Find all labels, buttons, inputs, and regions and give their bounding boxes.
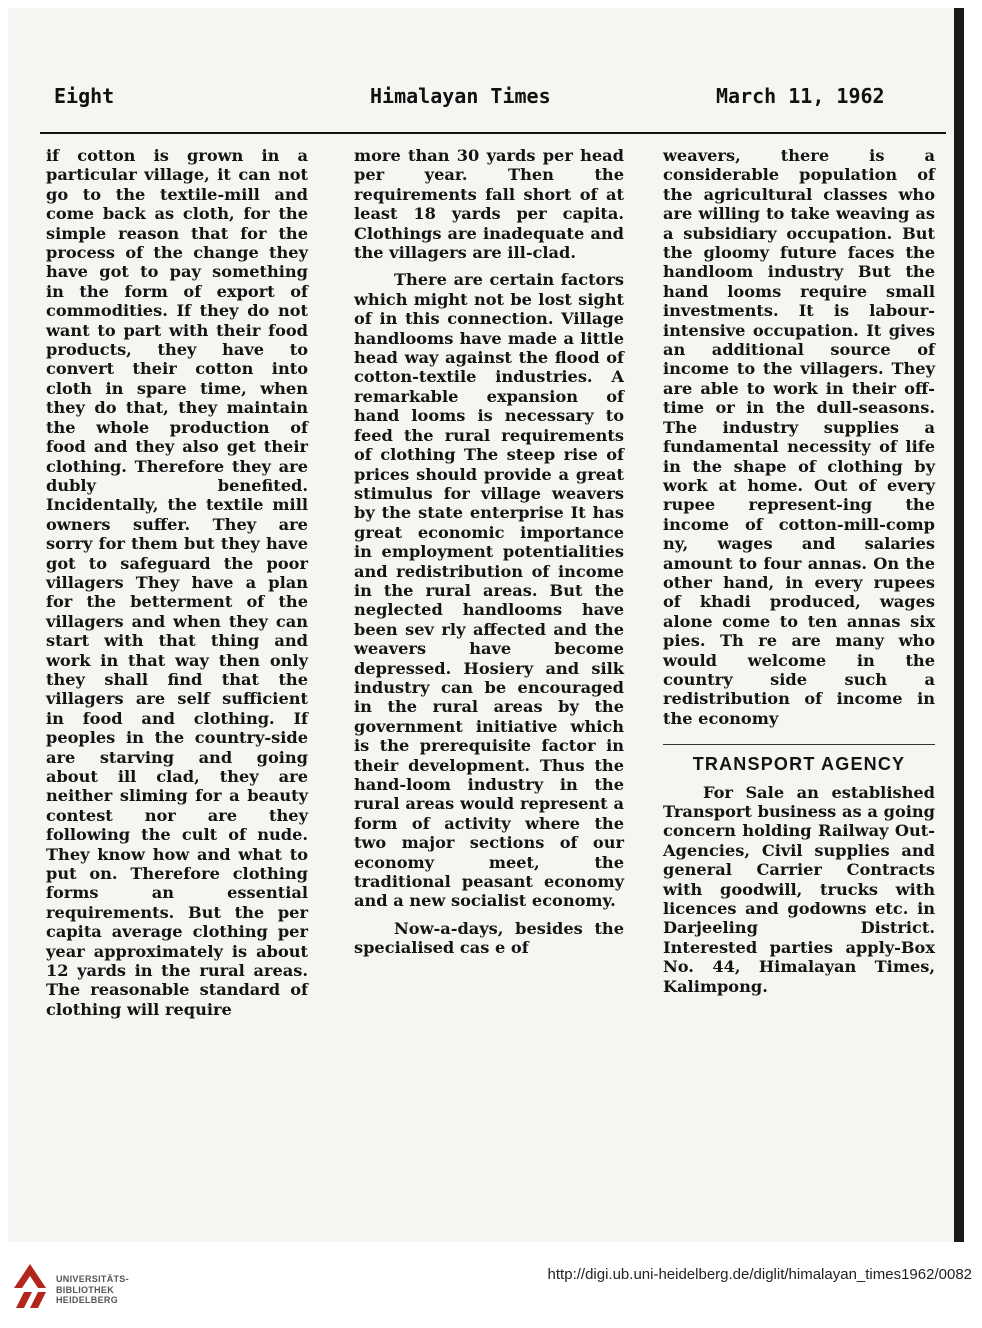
library-name-line: UNIVERSITÄTS-	[56, 1274, 129, 1284]
header-rule	[40, 132, 946, 134]
library-name-line: HEIDELBERG	[56, 1295, 119, 1305]
newspaper-title: Himalayan Times	[370, 84, 551, 108]
article-paragraph: weavers, there is a considerable population of the agricultural classes who are willing to take weaving as a subsidiary occupation. But the gloomy future faces the handloom industry But the hand looms require small investments. It is labour-intensive occupation. It gives an additional source of income to the villagers. They are able to work in their off-time or in the dull-seasons. The industry supplies a fundamental necessity of life in the shape of clothing by work at home. Out of every rupee represent-ing the income of cotton-mill-comp ny, wages and salaries amount to four annas. On the other hand, in every rupees of khadi produced, wages alone come to ten annas six pies. Th re are many who would welcome in the country side such a redistribution of income in the economy	[663, 146, 935, 728]
issue-date: March 11, 1962	[716, 84, 885, 108]
source-url-link[interactable]: http://digi.ub.uni-heidelberg.de/diglit/himalayan_times1962/0082	[547, 1266, 972, 1283]
article-paragraph: if cotton is grown in a particular village, it can not go to the textile-mill and come back as cloth, for the simple reason that for the process of the change they have got to pay something in the form of export of commodities. If they do not want to part with their food products, they have to convert their cotton into cloth in spare time, when they do that, they maintain the whole production of food and they also get their clothing. Therefore they are dubly benefited. Incidentally, the textile mill owners suffer. They are sorry for them but they have got to safeguard the poor villagers They have a plan for the betterment of the villagers and when they can start with that thing and work in that way then only they shall find that the villagers are self sufficient in food and clothing. If peoples in the country-side are starving and going about ill clad, they are neither sliming for a beauty contest nor are they following the cult of nude. They know how and what to put on. Therefore clothing forms an essential requirements. But the per capita average clothing per year approximately is about 12 yards in the rural areas. The reasonable standard of clothing will require	[46, 146, 308, 1019]
library-name	[56, 1274, 129, 1306]
footer-bar	[0, 1244, 982, 1328]
advertisement-title: TRANSPORT AGENCY	[692, 754, 906, 775]
article-paragraph: There are certain factors which might not be lost sight of in this connection. Village handlooms have made a little head way against the flood of cotton-textile industries. A remarkable expansion of hand looms is necessary to feed the rural requirements of clothing The steep rise of prices should provide a great stimulus for village weavers by the state enterprise It has great economic importance in employment potentialities and redistribution of income in the rural areas. But the neglected handlooms have been sev rly affected and the weavers have become depressed. Hosiery and silk industry can be encouraged in the rural areas by the government initiative which is the prerequisite factor in their development. Thus the hand-loom industry in the rural areas would represent a form of activity where the two major sections of our economy meet, the traditional peasant economy and a new socialist economy.	[354, 270, 624, 911]
library-name-line: BIBLIOTHEK	[56, 1284, 114, 1295]
section-divider	[663, 744, 935, 745]
library-logo-icon	[10, 1258, 50, 1312]
article-paragraph: Now-a-days, besides the specialised cas e of	[354, 918, 624, 958]
article-column-3	[663, 146, 935, 996]
article-column-1	[46, 146, 308, 1019]
advertisement-body: For Sale an established Transport business as a going concern holding Railway Out-Agencies, Civil supplies and general Carrier Contracts with goodwill, trucks with licences and godowns etc. in Darjeeling District. Interested parties apply-Box No. 44, Himalayan Times, Kalimpong.	[663, 782, 935, 996]
article-paragraph: more than 30 yards per head per year. Then the requirements fall short of at least 18 yards per capita. Clothings are inadequate and the villagers are ill-clad.	[354, 146, 624, 263]
page-number: Eight	[54, 84, 115, 108]
article-column-2	[354, 146, 624, 958]
newspaper-page	[8, 8, 964, 1242]
